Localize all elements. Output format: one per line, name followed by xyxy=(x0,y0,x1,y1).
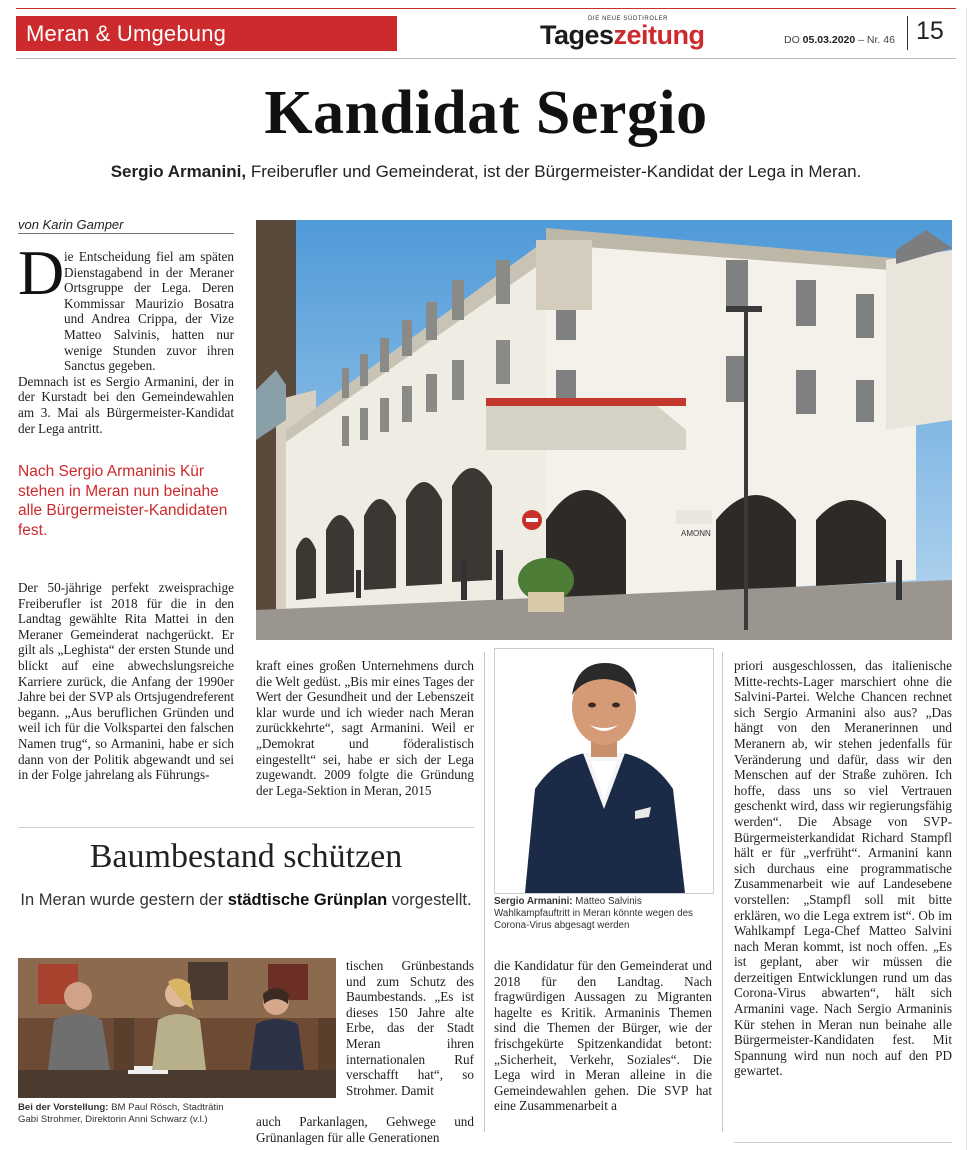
building-illustration xyxy=(256,220,952,640)
logo-tagline: DIE NEUE SÜDTIROLER xyxy=(588,16,669,22)
header-rule xyxy=(16,58,956,59)
second-subhead-pre: In Meran wurde gestern der xyxy=(20,891,228,909)
article-column-3: die Kandidatur für den Gemeinderat und 2018 für den Landtag. Nach fragwürdigen Aussagen zu Migranten hagelte es Kritik. Armaninis Themen sind die Themen der Bürger, wie der frischgekürte Spitzenkandidat betont: „Sicherheit, Verkehr, Soziales“. Die Lega wird in Meran alleine in die Gemeindewahlen gehen. Die SVP hat eine Zusammenarbeit a xyxy=(494,958,712,1114)
article-column-2: kraft eines großen Unternehmens durch die Welt gedüst. „Bis mir eines Tages der Wert der Gesundheit und der Lebenszeit klar wurde und ich wieder nach Meran zurückkehrte“, sagt Armanini. Weil er „Demokrat und föderalistisch eingestellt“ sei, habe er sich der Lega zugewandt. 2009 folgte die Gründung der Lega-Sektion in Meran, 2015 xyxy=(256,658,474,798)
second-article-column-a: tischen Grünbestands und zum Schutz des Baumbestands. „Es ist dieses 150 Jahre alte Erbe, das der Stadt Meran ihren internationalen Ruf verschafft hat“, so Strohmer. Damit xyxy=(346,958,474,1098)
byline: von Karin Gamper xyxy=(18,217,124,232)
logo-word-zeitung: zeitung xyxy=(613,20,705,50)
meeting-caption xyxy=(18,1102,228,1125)
issue-number: – Nr. 46 xyxy=(858,34,895,46)
meeting-caption-text: BM Paul Rösch, Stadträtin Gabi Strohmer, Direktorin Anni Schwarz (v.l.) xyxy=(18,1102,224,1125)
subhead-name: Sergio Armanini, xyxy=(110,162,247,181)
weekday: DO xyxy=(784,34,800,46)
portrait-illustration xyxy=(495,649,713,893)
meeting-caption-label: Bei der Vorstellung: xyxy=(18,1102,109,1113)
section-label: Meran & Umgebung xyxy=(16,16,397,51)
main-photo xyxy=(256,220,952,640)
second-headline: Baumbestand schützen xyxy=(89,838,403,875)
article-subhead xyxy=(0,162,972,182)
article-separator xyxy=(18,827,474,828)
bottom-rule xyxy=(734,1142,952,1143)
second-subhead xyxy=(18,890,474,911)
pull-quote: Nach Sergio Armaninis Kür stehen in Meran nun beinahe alle Bürgermeister-Kandidaten fest. xyxy=(18,463,228,539)
page-number: 15 xyxy=(916,17,944,45)
byline-rule xyxy=(18,233,234,234)
caption-label: Sergio Armanini: xyxy=(494,896,573,907)
portrait-caption xyxy=(494,896,712,932)
dateline xyxy=(784,34,895,46)
article-headline: Kandidat Sergio xyxy=(264,79,708,147)
drop-cap: D xyxy=(18,237,65,308)
intro-paragraph-2: Demnach ist es Sergio Armanini, der in der Kurstadt bei den Gemeindewahlen am 3. Mai als Bürgermeister-Kandidat der Lega antritt. xyxy=(18,373,234,436)
second-subhead-bold: städtische Grünplan xyxy=(227,891,388,909)
article-column-4: priori ausgeschlossen, das italienische Mitte-rechts-Lager marschiert ohne die Salvini-Partei. Welche Chancen rechnet sich Sergio Armanini also aus? „Das hängt von den Meranerinnen und Meranern ab, wir stehen jedenfalls für Veränderung und dafür, dass wir den Menschen auf der Straße zuhören. Ich hoffe, dass uns so viel Vertrauen geschenkt wird, dass wir regierungsfähig werden“. Die Absage von SVP-Bürgermeisterkandidat Richard Stampfl hält er für „verfrüht“. Armanini kann sich durchaus eine programmatische Zusammenarbeit wie auf Landesebene vorstellen: „Stampfl soll mit bitte erklären, wo die Lega extrem ist“. Ob im Wahlkampf Lega-Chef Matteo Salvini nach Meran kommt, ist noch offen. „Es ist geplant, aber wir müssen die derzeitigen Entwicklungen rund um das Corona-Virus abwarten“, hält sich Armanini vage. Nach Sergio Armaninis Kür stehen in Meran nun beinahe alle Bürgermeister-Kandidaten fest. Mit Spannung wird nun noch auf den PD gewartet. xyxy=(734,658,952,1079)
issue-date: 05.03.2020 xyxy=(802,34,856,46)
newspaper-logo xyxy=(540,16,705,52)
shop-sign: AMONN xyxy=(681,529,711,538)
meeting-illustration xyxy=(18,958,336,1098)
logo-word-tages: Tages xyxy=(540,20,614,50)
second-subhead-post: vorgestellt. xyxy=(387,891,472,909)
article-intro xyxy=(18,249,234,436)
column-rule xyxy=(484,652,485,1132)
meeting-photo xyxy=(18,958,336,1098)
caption-text: Matteo Salvinis Wahlkampfauftritt in Meran könnte wegen des Corona-Virus abgesagt werden xyxy=(494,896,693,931)
page-number-divider xyxy=(907,16,908,50)
subhead-text: Freiberufler und Gemeinderat, ist der Bürgermeister-Kandidat der Lega in Meran. xyxy=(246,162,862,181)
article-column-1: Der 50-jährige perfekt zweisprachige Freiberufler ist 2018 für die in den Landtag gewählte Rita Mattei in den Meraner Gemeinderat nachgerückt. Er gilt als „Leghista“ der ersten Stunde und blickt auf eine abwechslungsreiche Karriere zurück, die Anfang der 1990er Jahre bei der SVP als Ortsjugendreferent begann. „Aus beruflichen Gründen und weil ich für die Volkspartei den falschen Namen trug“, so Armanini, habe er sich dann von der Politik abgewandt und sei in der Folge jahrelang als Führungs- xyxy=(18,580,234,783)
portrait-photo xyxy=(494,648,714,894)
top-red-line xyxy=(16,8,956,9)
column-rule xyxy=(722,652,723,1132)
intro-paragraph-1: ie Entscheidung fiel am späten Dienstagabend in der Meraner Ortsgruppe der Lega. Deren Kommissar Maurizio Bosatra und Andrea Crippa, der Vize Matteo Salvinis, hatten nur wenige Stunden zuvor ihren Sanctus gegeben. xyxy=(64,249,234,374)
second-article-column-b: auch Parkanlagen, Gehwege und Grünanlagen für alle Generationen xyxy=(256,1114,474,1145)
